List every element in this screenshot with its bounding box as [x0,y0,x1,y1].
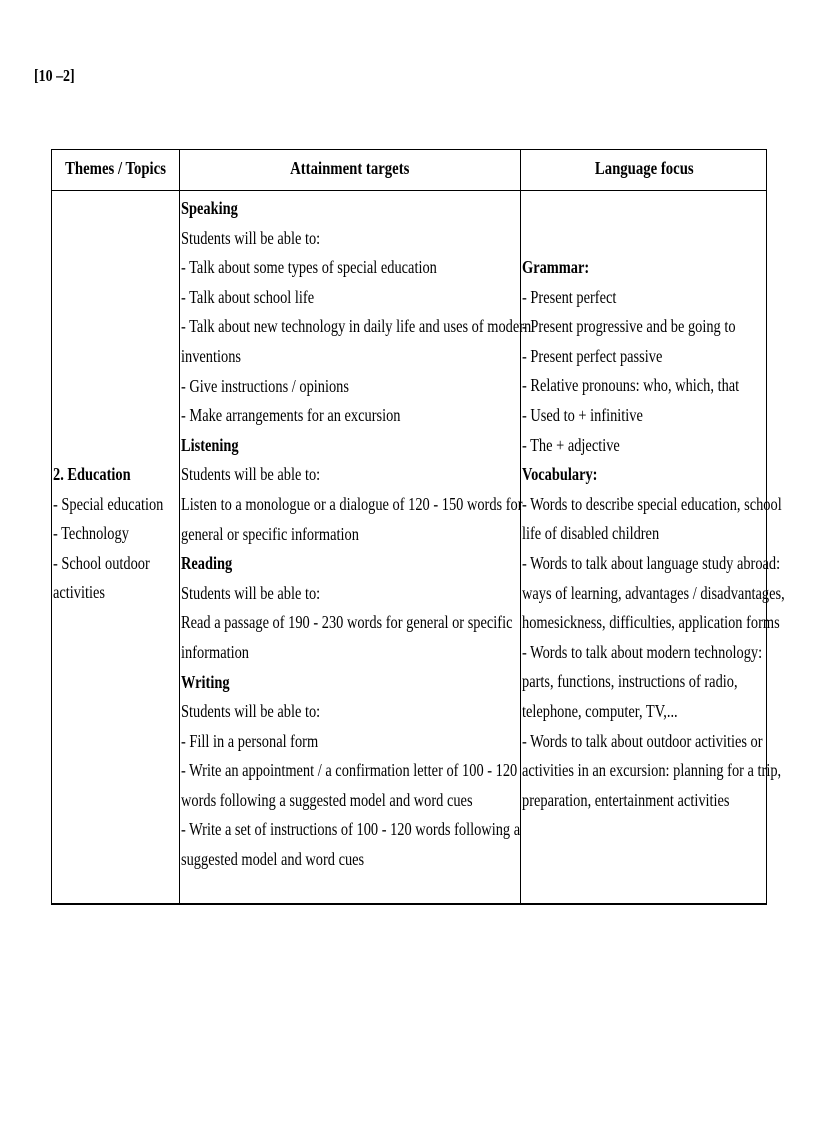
grammar-line: - Relative pronouns: who, which, that [522,375,740,396]
grammar-line: - The + adjective [522,434,620,455]
header-focus-label: Language focus [594,158,694,178]
vocabulary-line: ways of learning, advantages / disadvantages, [522,582,785,603]
vocabulary-line: - Words to talk about language study abroad: [522,552,781,573]
reading-line: information [181,641,249,662]
speaking-heading: Speaking [181,198,238,218]
listening-line: general or specific information [181,523,359,544]
speaking-line: inventions [181,345,241,366]
writing-heading: Writing [181,671,230,692]
speaking-line: - Talk about some types of special education [181,257,437,278]
header-divider [52,190,766,191]
focus-cell [522,253,816,815]
header-attainment-targets [180,158,520,186]
theme-item: - Special education [53,493,164,514]
grammar-line: - Present perfect passive [522,345,663,366]
reading-line: Read a passage of 190 - 230 words for general or specific [181,612,513,633]
grammar-line: - Used to + infinitive [522,404,643,425]
header-language-focus [521,158,767,186]
writing-line: suggested model and word cues [181,849,365,870]
vocabulary-heading: Vocabulary: [522,464,598,485]
vocabulary-line: activities in an excursion: planning for a trip, [522,760,782,781]
writing-line: Students will be able to: [181,701,321,722]
curriculum-table [51,149,785,904]
header-themes-label: Themes / Topics [65,158,166,178]
page-identifier: [10 –2] [34,66,75,85]
writing-line: - Fill in a personal form [181,730,319,751]
listening-line: Students will be able to: [181,464,321,485]
grammar-line: - Present perfect [522,286,617,307]
vocabulary-line: - Words to talk about outdoor activities or [522,730,763,751]
vocabulary-line: - Words to describe special education, school [522,493,782,514]
vocabulary-line: preparation, entertainment activities [522,789,730,810]
reading-line: Students will be able to: [181,582,321,603]
vocabulary-line: life of disabled children [522,523,660,544]
vocabulary-line: homesickness, difficulties, application forms [522,612,780,633]
reading-heading: Reading [181,553,233,574]
listening-heading: Listening [181,434,239,455]
header-themes-topics [52,158,179,186]
grammar-heading: Grammar: [522,257,590,277]
writing-line: words following a suggested model and word cues [181,789,473,810]
listening-line: Listen to a monologue or a dialogue of 120 - 150 words for [181,493,523,514]
theme-cell [53,460,191,608]
vocabulary-line: - Words to talk about modern technology: [522,641,763,662]
speaking-line: - Give instructions / opinions [181,375,349,396]
theme-item: - Technology [53,523,129,544]
vocabulary-line: parts, functions, instructions of radio, [522,671,738,692]
writing-line: - Write an appointment / a confirmation letter of 100 - 120 [181,760,518,781]
grammar-line: - Present progressive and be going to [522,316,736,337]
speaking-line: - Talk about new technology in daily life and uses of modern [181,316,532,337]
header-targets-label: Attainment targets [290,158,410,178]
writing-line: - Write a set of instructions of 100 - 120 words following a [181,819,521,840]
speaking-line: - Talk about school life [181,286,315,307]
speaking-line: Students will be able to: [181,227,321,248]
theme-item: activities [53,582,105,603]
vocabulary-line: telephone, computer, TV,... [522,700,678,721]
theme-item: - School outdoor [53,552,150,573]
speaking-line: - Make arrangements for an excursion [181,405,401,426]
theme-title: 2. Education [53,464,131,484]
